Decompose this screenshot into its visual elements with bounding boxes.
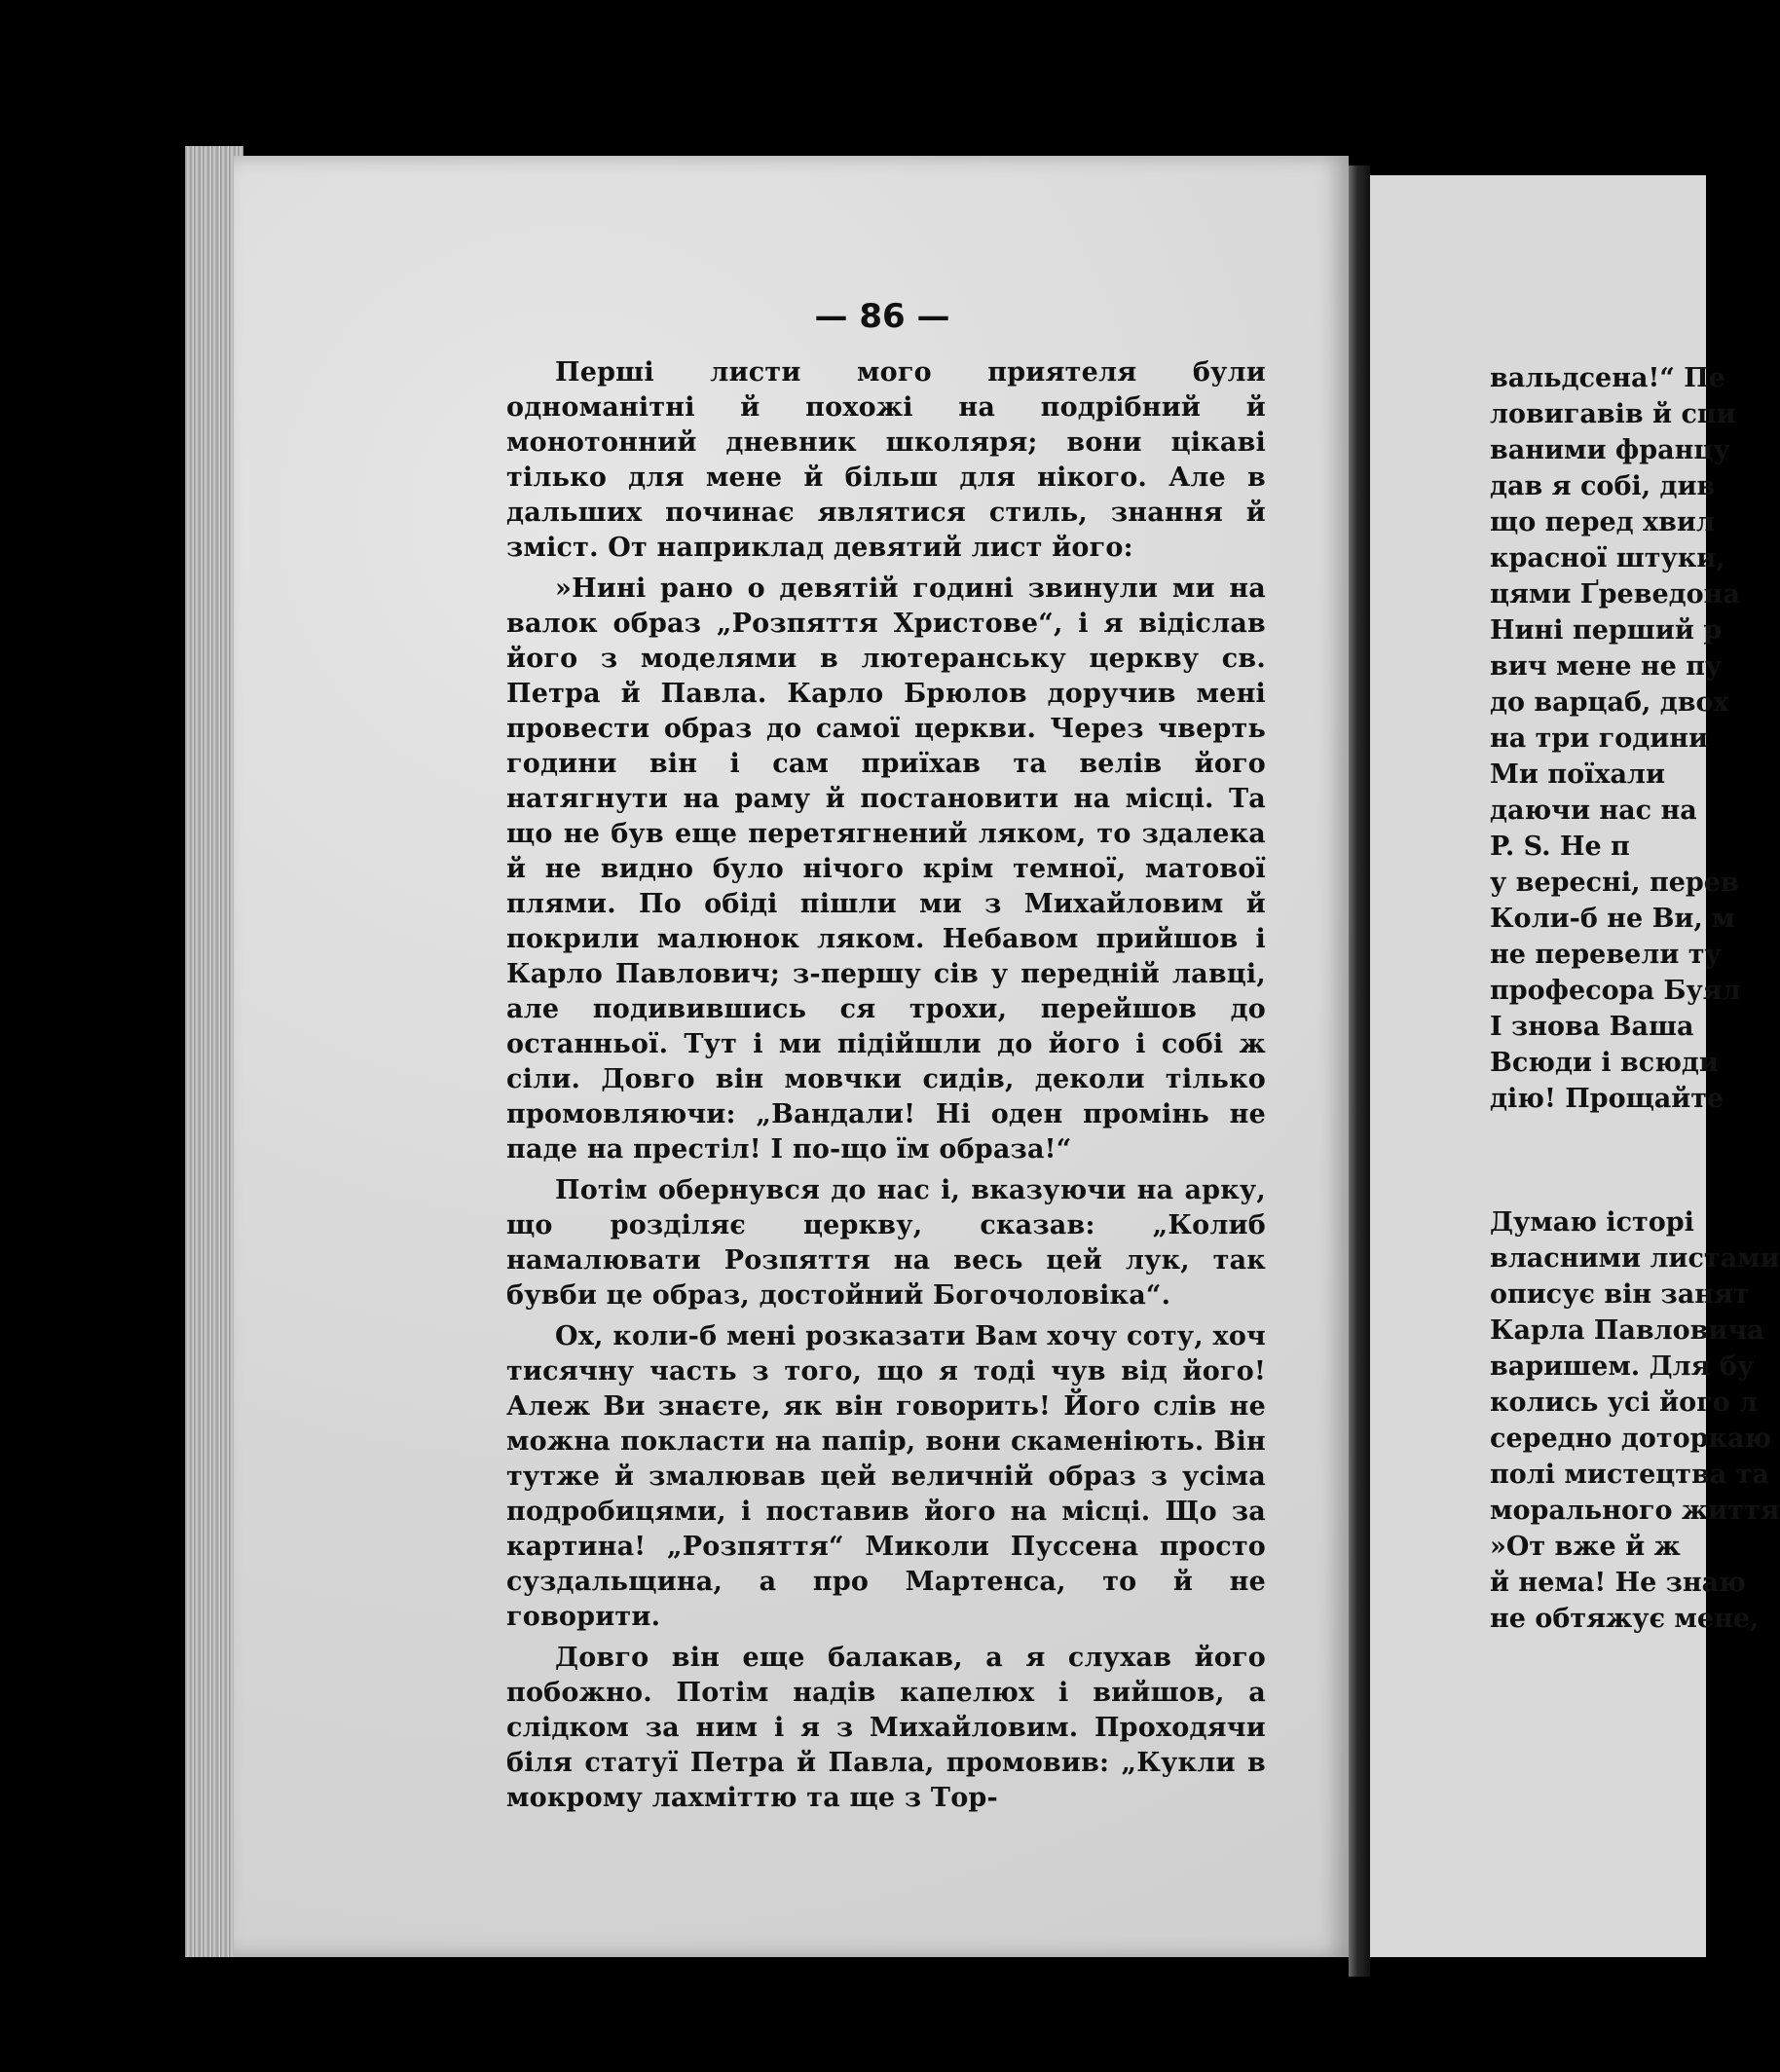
right-page-line: ловигавів й спи <box>1490 399 1736 429</box>
right-page-line: красної штуки, <box>1490 543 1725 574</box>
right-page-line: варишем. Для бу <box>1490 1351 1755 1382</box>
right-page-line: Коли-б не Ви, м <box>1490 904 1735 934</box>
right-page-line: не обтяжує мене, <box>1490 1604 1760 1634</box>
right-page-line: Думаю історі <box>1490 1207 1694 1238</box>
right-page-line: на три години <box>1490 723 1709 754</box>
right-page-line: власними листами <box>1490 1243 1780 1274</box>
right-page-line: колись усі його л <box>1490 1388 1759 1418</box>
right-page-line: вальдсена!“ Пе <box>1490 363 1725 393</box>
right-page-line: цями Ґреведона <box>1490 579 1740 610</box>
right-page-line: Ми поїхали <box>1490 759 1665 790</box>
right-page-line: дію! Прощайте <box>1490 1084 1724 1114</box>
right-page-line: що перед хвил <box>1490 507 1715 537</box>
right-page-line: І знова Ваша <box>1490 1012 1694 1042</box>
right-page-line: Нині перший р <box>1490 615 1723 646</box>
paragraph: Ох, коли-б мені розказати Вам хочу соту, хоч тисячну часть з того, що я тоді чув від його! Алеж Ви знаєте, як він говорить! Його слів не можна покласти на папір, вони скаменіють. Він тутже й змалював цей величній образ з усіма подробицями, і поставив його на місці. Що за картина! „Розпяття“ Миколи Пуссена просто суздальщина, а про Мартенса, то й не говорити. <box>506 1321 1266 1632</box>
section-gap <box>1490 1117 1714 1204</box>
right-page-line: дав я собі, див <box>1490 471 1716 501</box>
right-page-line: »От вже й ж <box>1490 1532 1681 1562</box>
paragraph: Потім обернувся до нас і, вказуючи на арку, що розділяє церкву, сказав: „Колиб намалювати Розпяття на весь цей лук, так бувби це образ, достойний Богочоловіка“. <box>506 1175 1266 1311</box>
right-page-line: й нема! Не знаю <box>1490 1568 1746 1598</box>
right-page-line: морального життя <box>1490 1496 1780 1526</box>
right-page-line: не перевели ту <box>1490 940 1722 970</box>
right-page-line: P. S. Не п <box>1490 832 1630 862</box>
right-page-line: даючи нас на <box>1490 796 1697 826</box>
right-page-line: професора Буял <box>1490 976 1741 1006</box>
book-gutter <box>1349 166 1370 1977</box>
paragraph: »Нині рано о девятій годині звинули ми на валок образ „Розпяття Христове“, і я відіслав його з моделями в лютеранську церкву св. Петра й Павла. Карло Брюлов доручив мені провести образ до самої церкви. Через чверть години він і сам приїхав та велів його натягнути на раму й постановити на місці. Та що не був еще перетягнений ляком, то здалека й не видно було нічого крім темної, матової плями. По обіді пішли ми з Михайловим й покрили малюнок ляком. Небавом прийшов і Карло Павлович; з-першу сів у передній лавці, але подивившись ся трохи, перейшов до останньої. Тут і ми підійшли до його і собі ж сіли. Довго він мовчки сидів, деколи тілько промовляючи: „Вандали! Ні оден промінь не паде на престіл! І по-що їм образа!“ <box>506 574 1266 1165</box>
right-page-line: середно доторкаю <box>1490 1424 1772 1454</box>
right-page-line: Карла Павловича <box>1490 1315 1764 1346</box>
right-page-line: вич мене не пу <box>1490 651 1723 682</box>
right-page-text <box>1490 360 1780 1637</box>
page-number: — 86 — <box>814 297 950 336</box>
paragraph: Перші листи мого приятеля були одноманітні й похожі на подрібний й монотонний дневник школяря; вони цікаві тілько для мене й більш для нікого. Але в дальших починає являтися стиль, знання й зміст. От наприклад девятий лист його: <box>506 357 1266 563</box>
right-page-line: до варцаб, двох <box>1490 687 1729 718</box>
right-page-line: Всюди і всюди <box>1490 1048 1719 1078</box>
paragraph: Довго він еще балакав, а я слухав його побожно. Потім надів капелюх і вийшов, а слідком за ним і я з Михайловим. Проходячи біля статуї Петра й Павла, промовив: „Кукли в мокрому лахміттю та ще з Тор- <box>506 1643 1266 1813</box>
right-page-line: у вересні, перев <box>1490 868 1739 898</box>
right-page-line: ваними францу <box>1490 435 1730 465</box>
right-page-line: полі мистецтва та <box>1490 1460 1769 1490</box>
right-page-line: описує він занят <box>1490 1279 1750 1310</box>
left-page-text <box>506 355 1266 1822</box>
